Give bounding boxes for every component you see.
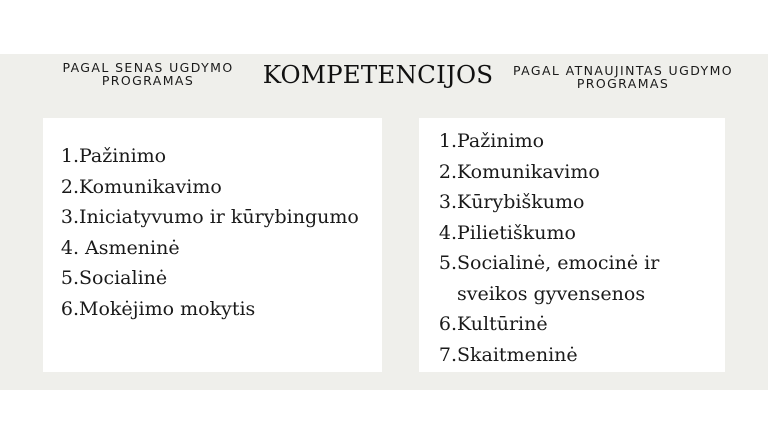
item-number: 6. xyxy=(60,297,79,320)
item-label: Pilietiškumo xyxy=(457,221,576,244)
item-label: Kultūrinė xyxy=(457,313,548,335)
item-number: 3. xyxy=(60,206,79,228)
item-label: Asmeninė xyxy=(79,236,180,259)
list-item xyxy=(437,218,659,249)
list-item xyxy=(59,263,359,294)
old-programs-heading: PAGAL SENAS UGDYMO PROGRAMAS xyxy=(62,60,234,88)
list-item xyxy=(437,248,659,279)
item-number: 2. xyxy=(438,160,457,183)
item-label: Komunikavimo xyxy=(457,160,600,183)
item-label: Pažinimo xyxy=(457,130,545,152)
list-item xyxy=(437,340,659,371)
item-label-continuation: sveikos gyvensenos xyxy=(457,282,646,305)
item-number: 6. xyxy=(438,313,457,335)
item-number: 2. xyxy=(60,175,79,198)
list-item xyxy=(59,141,359,172)
item-number: 5. xyxy=(60,267,79,289)
list-item xyxy=(437,309,659,340)
item-number: 1. xyxy=(438,130,457,152)
item-number: 1. xyxy=(60,145,79,167)
item-label: Pažinimo xyxy=(79,145,167,167)
item-label: Socialinė, emocinė ir xyxy=(457,252,660,274)
old-competencies-list xyxy=(59,141,359,324)
item-number: 3. xyxy=(438,191,457,213)
list-item xyxy=(59,172,359,203)
item-label: Socialinė xyxy=(79,267,168,289)
list-item xyxy=(437,126,659,157)
item-label: Mokėjimo mokytis xyxy=(79,297,256,320)
list-item xyxy=(59,233,359,264)
list-item xyxy=(59,294,359,325)
item-label: Komunikavimo xyxy=(79,175,222,198)
list-item xyxy=(437,187,659,218)
list-item xyxy=(437,157,659,188)
new-competencies-list xyxy=(437,126,659,370)
item-number: 4. xyxy=(438,221,457,244)
list-item xyxy=(59,202,359,233)
item-label: Kūrybiškumo xyxy=(457,191,585,213)
item-label: Skaitmeninė xyxy=(457,343,578,366)
page-title: KOMPETENCIJOS xyxy=(262,60,494,89)
item-number: 5. xyxy=(438,252,457,274)
new-programs-heading: PAGAL ATNAUJINTAS UGDYMO PROGRAMAS xyxy=(513,63,733,91)
item-number: 4. xyxy=(60,236,79,259)
item-number: 7. xyxy=(438,343,457,366)
item-label: Iniciatyvumo ir kūrybingumo xyxy=(79,206,359,228)
list-item-continuation xyxy=(437,279,659,310)
